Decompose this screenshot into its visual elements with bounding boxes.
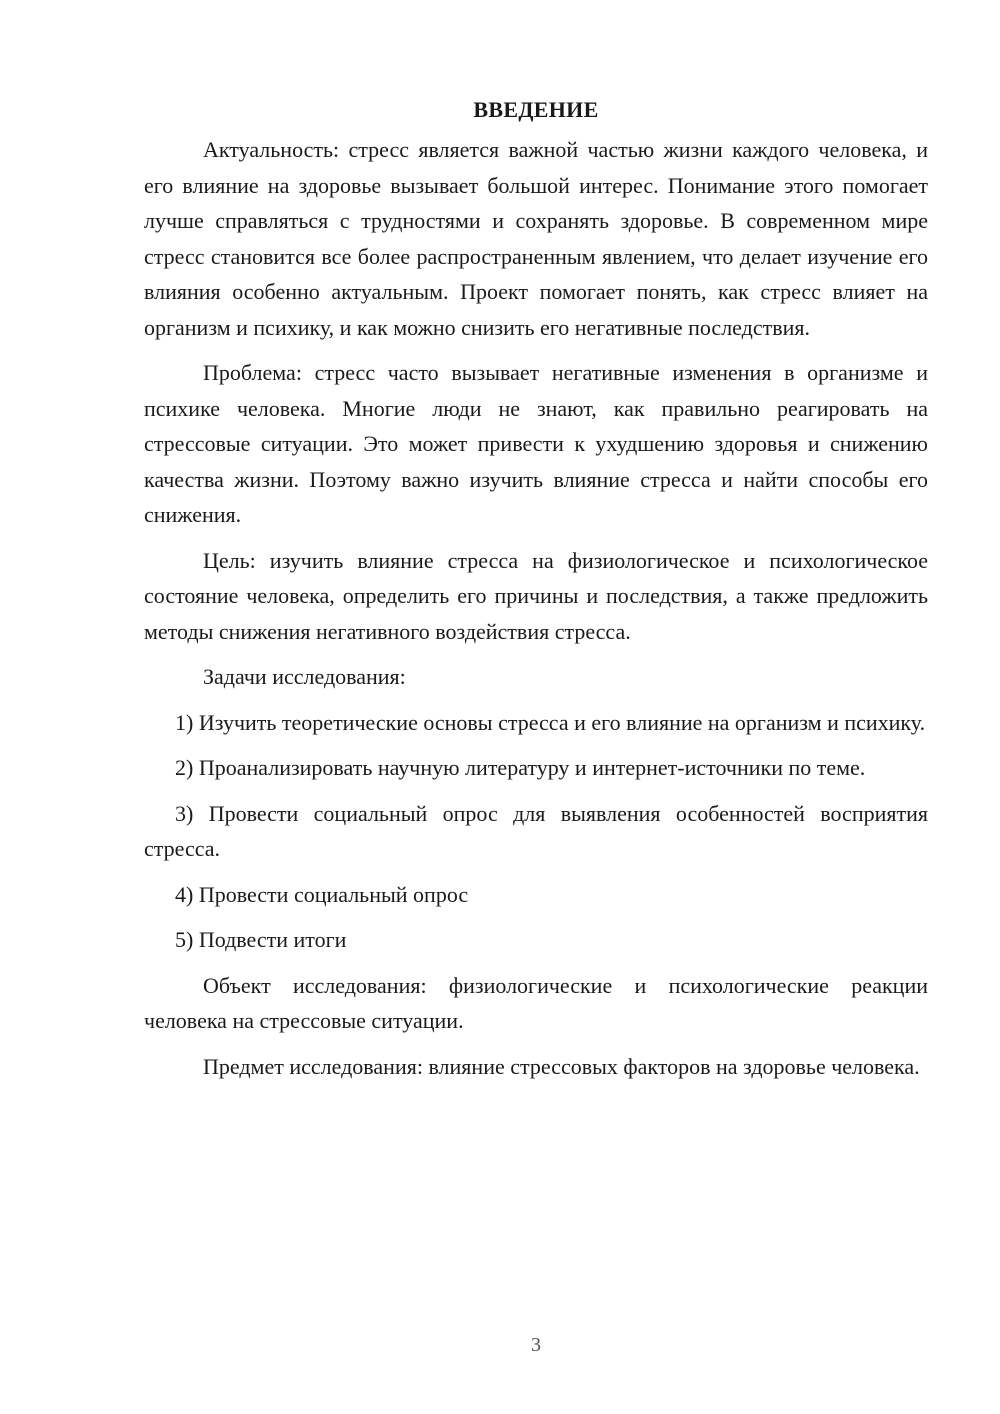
task-item-1: 1) Изучить теоретические основы стресса и его влияние на организм и психику.	[175, 709, 926, 735]
task-item-5: 5) Подвести итоги	[175, 927, 347, 952]
research-object-paragraph: Объект исследования: физиологические и психологические реакции человека на стрессовые ситуации.	[144, 972, 928, 1033]
tasks-heading: Задачи исследования:	[203, 664, 406, 689]
task-item-4: 4) Провести социальный опрос	[175, 881, 469, 907]
task-item-2: 2) Проанализировать научную литературу и интернет-источники по теме.	[175, 755, 866, 780]
page-number: 3	[531, 1334, 541, 1356]
task-item-3: 3) Провести социальный опрос для выявления особенностей восприятия стресса.	[144, 800, 928, 861]
problem-paragraph: Проблема: стресс часто вызывает негативные изменения в организме и психике человека. Многие люди не знают, как правильно реагировать на стрессовые ситуации. Это может привести к ухудшению здоровья и снижению качества жизни. Поэтому важно изучить влияние стресса и найти способы его снижения.	[144, 360, 928, 527]
goal-paragraph: Цель: изучить влияние стресса на физиологическое и психологическое состояние человека, определить его причины и последствия, а также предложить методы снижения негативного воздействия стресса.	[144, 547, 928, 644]
document-page	[144, 92, 928, 1094]
relevance-paragraph: Актуальность: стресс является важной частью жизни каждого человека, и его влияние на здоровье вызывает большой интерес. Понимание этого помогает лучше справляться с трудностями и сохранять здоровье. В современном мире стресс становится все более распространенным явлением, что делает изучение его влияния особенно актуальным. Проект помогает понять, как стресс влияет на организм и психику, и как можно снизить его негативные последствия.	[144, 137, 928, 340]
section-title: ВВЕДЕНИЕ	[473, 97, 599, 122]
research-subject-paragraph: Предмет исследования: влияние стрессовых факторов на здоровье человека.	[203, 1053, 920, 1079]
